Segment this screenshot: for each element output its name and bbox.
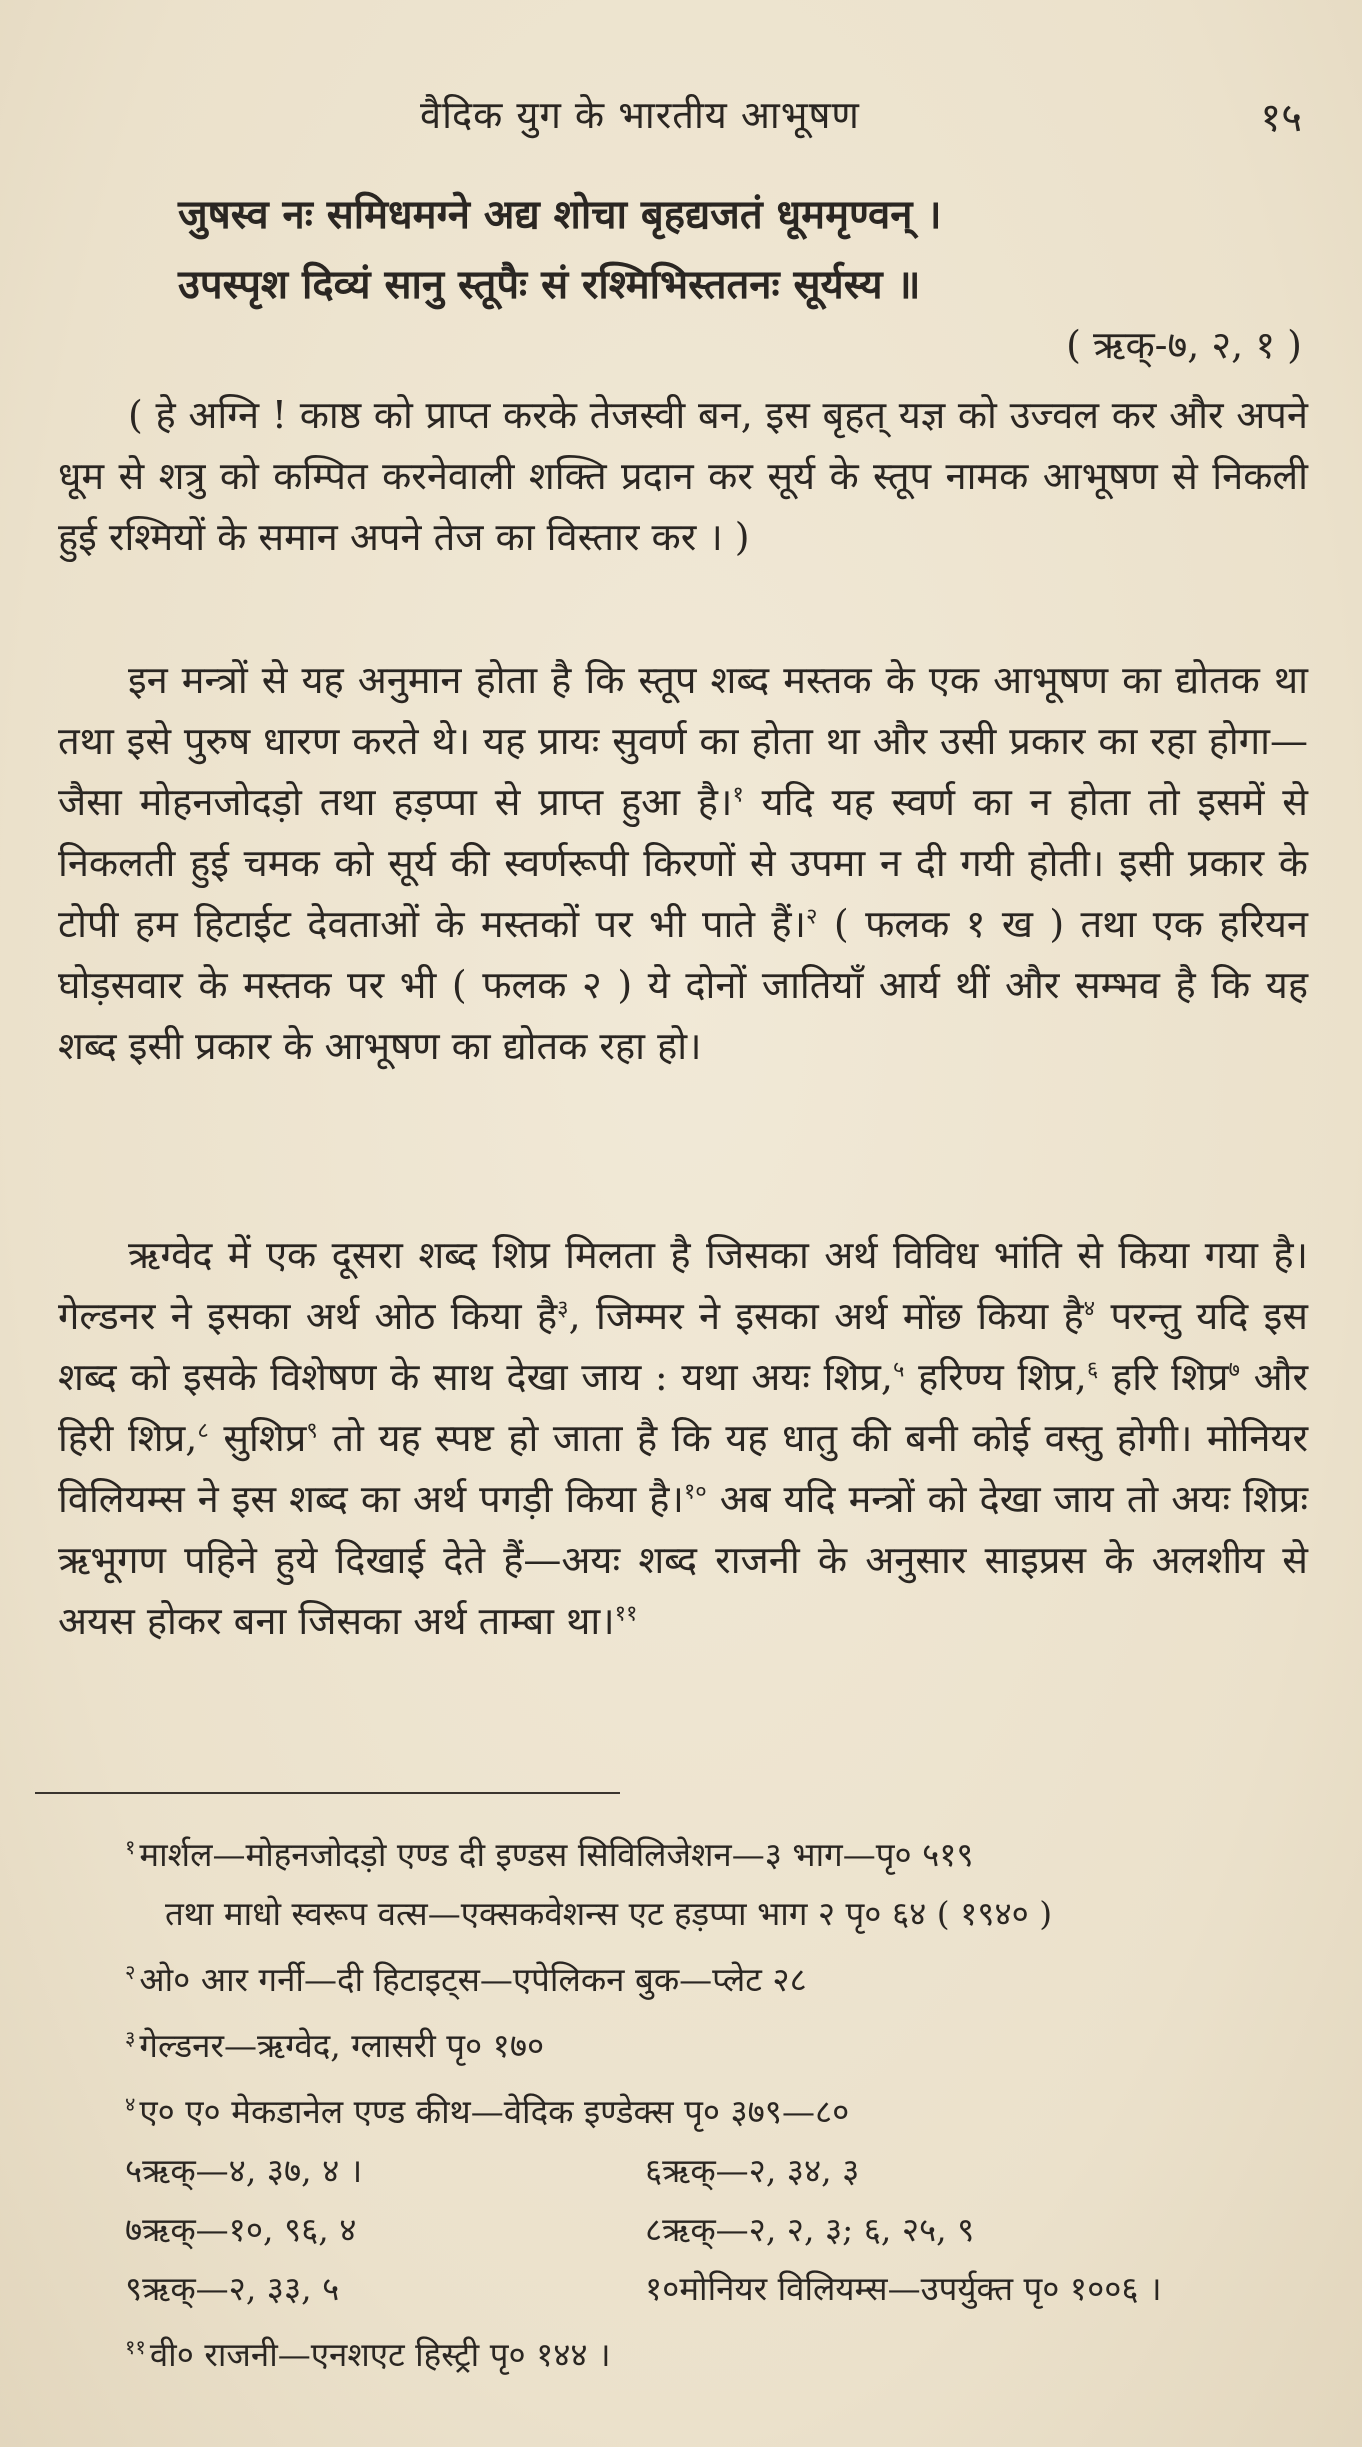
- footnote-8: ८ऋक्—२, २, ३; ६, २५, ९: [645, 2210, 975, 2249]
- footnote-marker: ६: [1086, 1357, 1099, 1383]
- footnote-marker: १: [732, 782, 744, 808]
- footnote-4: $^४$ ए० ए० मेकडानेल एण्ड कीथ—वेदिक इण्डेक्स पृ० ३७९—८०: [125, 2092, 850, 2131]
- footnote-divider: [35, 1792, 620, 1794]
- footnote-marker: १०: [683, 1479, 707, 1505]
- footnote-9: ९ऋक्—२, ३३, ५: [125, 2269, 340, 2308]
- footnote-7: ७ऋक्—१०, ९६, ४: [125, 2210, 357, 2249]
- paragraph-text: ( फलक १ ख ) तथा एक हरियन घोड़सवार के मस्तक पर भी ( फलक २ ) ये दोनों जातियाँ आर्य थीं और सम्भव है कि यह शब्द इसी प्रकार के आभूषण का द्योतक रहा हो।: [58, 902, 1308, 1068]
- running-title: वैदिक युग के भारतीय आभूषण: [420, 93, 860, 137]
- paragraph-text: यदि यह स्वर्ण का न होता तो इसमें से निकलती हुई चमक को सूर्य की स्वर्णरूपी किरणों से उपमा न दी गयी होती। इसी प्रकार के टोपी हम हिटाईट देवताओं के मस्तकों पर भी पाते हैं।: [58, 780, 1308, 946]
- footnote-1-continued: तथा माधो स्वरूप वत्स—एक्सकवेशन्स एट हड़प्पा भाग २ पृ० ६४ ( १९४० ): [165, 1894, 1053, 1933]
- footnote-row-5-6: [125, 2141, 1305, 2200]
- paragraph-text: , जिम्मर ने इसका अर्थ मोंछ किया है: [568, 1294, 1084, 1338]
- footnote-1: $^१$ मार्शल—मोहनजोदड़ो एण्ड दी इण्डस सिविलिजेशन—३ भाग—पृ० ५१९: [125, 1835, 974, 1874]
- footnote-marker: २: [806, 904, 818, 930]
- footnote-marker: ११: [614, 1601, 638, 1627]
- paragraph-text: हरि शिप्र: [1098, 1355, 1229, 1399]
- footnote-5: ५ऋक्—४, ३७, ४ ।: [125, 2151, 363, 2190]
- footnote-marker: ८: [197, 1418, 209, 1444]
- paragraph-translation: [58, 385, 1308, 568]
- paragraph-text: इन मन्त्रों से यह अनुमान होता है कि स्तूप शब्द मस्तक के एक आभूषण का द्योतक था तथा इसे पुरुष धारण करते थे। यह प्रायः सुवर्ण का होता था और उसी प्रकार का रहा होगा—जैसा मोहनजोदड़ो तथा हड़प्पा से प्राप्त हुआ है।: [58, 658, 1308, 824]
- footnote-3: $^३$ गेल्डनर—ऋग्वेद, ग्लासरी पृ० १७०: [125, 2026, 545, 2065]
- paragraph-text: और हिरी शिप्र,: [58, 1355, 1308, 1460]
- footnote-row-9-10: [125, 2259, 1305, 2318]
- paragraph-stupa: [58, 650, 1308, 1077]
- footnote-marker: ९: [306, 1418, 318, 1444]
- footnote-marker: ५: [893, 1357, 905, 1383]
- paragraph-shipra: [58, 1225, 1308, 1652]
- page-number: १५: [1260, 95, 1302, 141]
- footnote-row-7-8: [125, 2200, 1305, 2259]
- footnotes: [125, 1818, 1305, 2384]
- footnote-marker: ३: [557, 1296, 569, 1322]
- footnote-marker: ७: [1228, 1357, 1240, 1383]
- footnote-6: ६ऋक्—२, ३४, ३: [645, 2151, 860, 2190]
- page-header: [0, 88, 1362, 148]
- paragraph-text: हरिण्य शिप्र,: [904, 1355, 1087, 1399]
- paragraph-text: ( हे अग्नि ! काष्ठ को प्राप्त करके तेजस्वी बन, इस बृहत् यज्ञ को उज्वल कर और अपने धूम से शत्रु को कम्पित करनेवाली शक्ति प्रदान कर सूर्य के स्तूप नामक आभूषण से निकली हुई रश्मियों के समान अपने तेज का विस्तार कर । ): [58, 393, 1308, 559]
- footnote-11: $^{११}$ वी० राजनी—एनशएट हिस्ट्री पृ० १४४ ।: [125, 2335, 611, 2374]
- footnote-marker: ४: [1083, 1296, 1096, 1322]
- paragraph-text: ऋग्वेद में एक दूसरा शब्द शिप्र मिलता है जिसका अर्थ विविध भांति से किया गया है। गेल्डनर ने इसका अर्थ ओठ किया है: [58, 1233, 1308, 1338]
- paragraph-text: सुशिप्र: [208, 1416, 307, 1460]
- verse-line-2: उपस्पृश दिव्यं सानु स्तूपैः सं रश्मिभिस्ततनः सूर्यस्य ॥: [178, 261, 921, 308]
- footnote-2: $^२$ ओ० आर गर्नी—दी हिटाइट्स—एपेलिकन बुक—प्लेट २८: [125, 1960, 807, 1999]
- verse-line-1: जुषस्व नः समिधमग्ने अद्य शोचा बृहद्यजतं धूममृण्वन् ।: [178, 191, 942, 238]
- verse-reference: ( ऋक्-७, २, १ ): [1066, 323, 1302, 367]
- paragraph-text: परन्तु यदि इस शब्द को इसके विशेषण के साथ देखा जाय : यथा अयः शिप्र,: [58, 1294, 1308, 1399]
- footnote-10: १०मोनियर विलियम्स—उपर्युक्त पृ० १००६ ।: [645, 2269, 1162, 2308]
- paragraph-text: अब यदि मन्त्रों को देखा जाय तो अयः शिप्रः ऋभूगण पहिने हुये दिखाई देते हैं—अयः शब्द राजनी के अनुसार साइप्रस के अलशीय से अयस होकर बना जिसका अर्थ ताम्बा था।: [58, 1477, 1308, 1643]
- paragraph-text: तो यह स्पष्ट हो जाता है कि यह धातु की बनी कोई वस्तु होगी। मोनियर विलियम्स ने इस शब्द का अर्थ पगड़ी किया है।: [58, 1416, 1309, 1521]
